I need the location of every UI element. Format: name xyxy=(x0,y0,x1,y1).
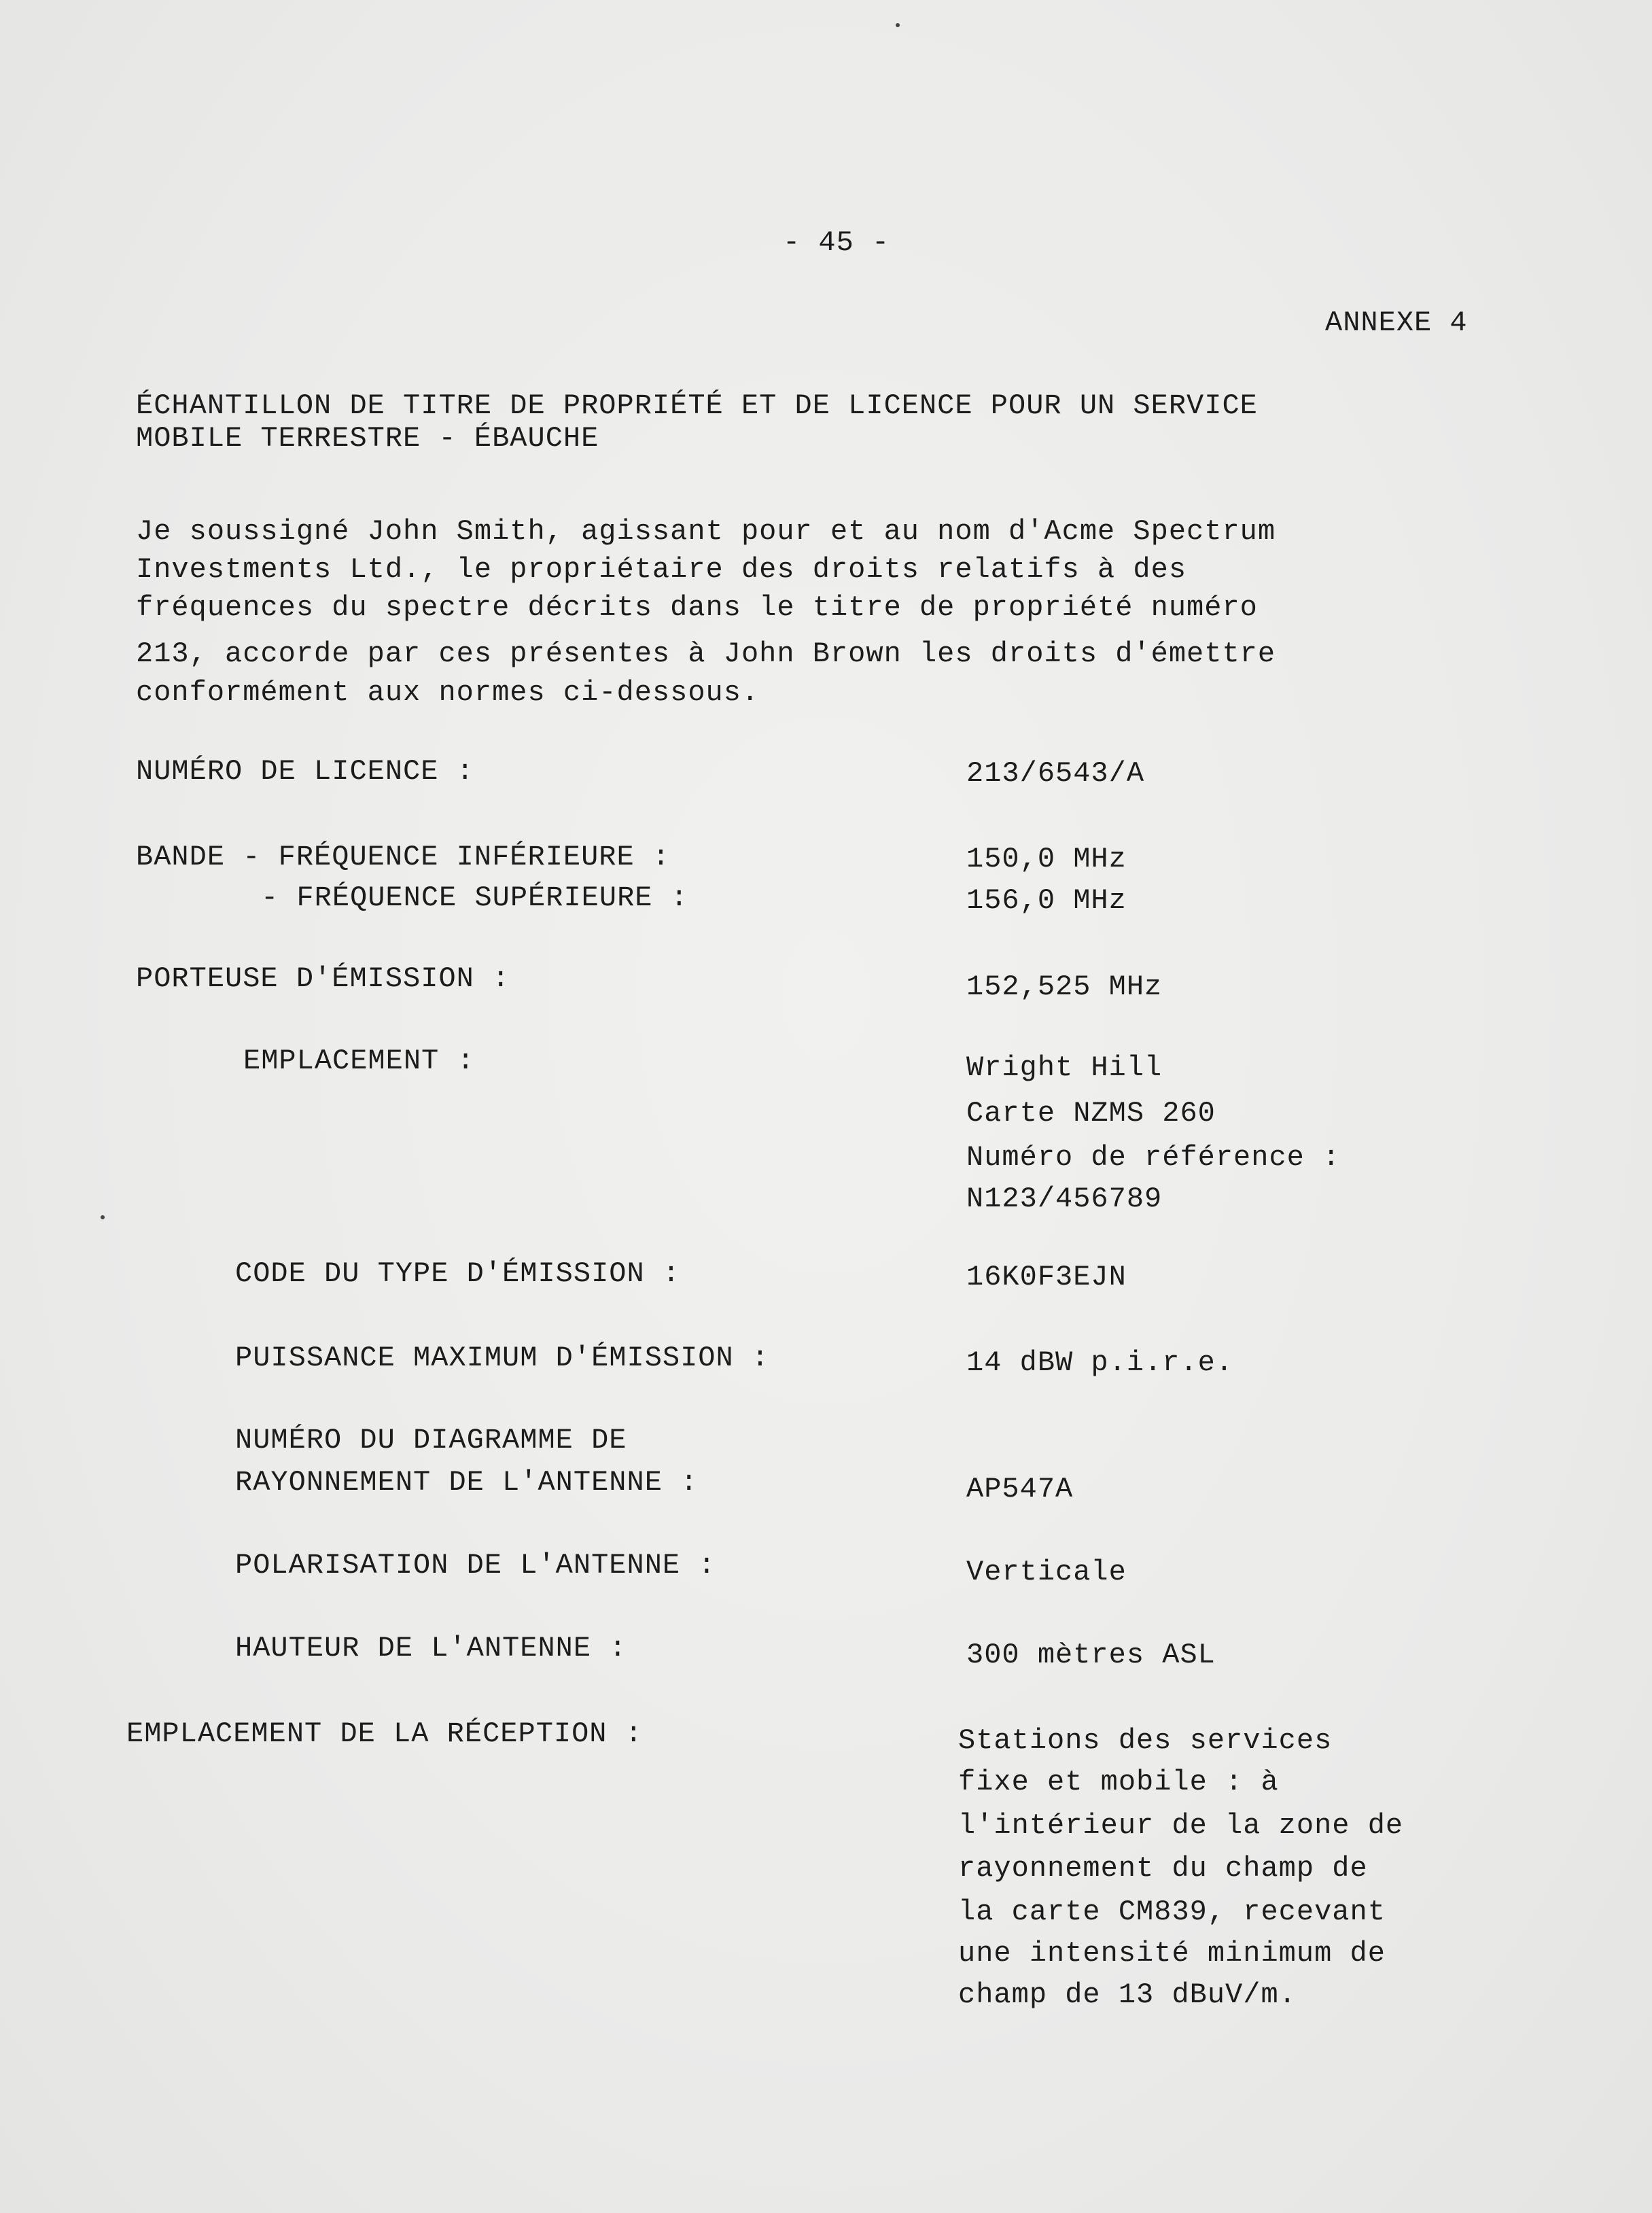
intro-line: Investments Ltd., le propriétaire des droits relatifs à des xyxy=(136,553,1187,586)
carrier-value: 152,525 MHz xyxy=(966,971,1163,1003)
scan-speck xyxy=(896,23,900,27)
reception-value-line: fixe et mobile : à xyxy=(958,1766,1279,1798)
reception-value-line: Stations des services xyxy=(958,1724,1333,1757)
intro-line: conformément aux normes ci-dessous. xyxy=(136,676,760,709)
reception-value-line: rayonnement du champ de xyxy=(958,1852,1368,1885)
location-value-line: Wright Hill xyxy=(966,1051,1163,1084)
location-label: EMPLACEMENT : xyxy=(243,1045,475,1077)
reception-value-line: une intensité minimum de xyxy=(958,1937,1386,1970)
polarisation-value: Verticale xyxy=(966,1556,1127,1588)
antenna-pattern-value: AP547A xyxy=(966,1473,1074,1505)
antenna-height-label: HAUTEUR DE L'ANTENNE : xyxy=(235,1632,627,1665)
title-line-1: ÉCHANTILLON DE TITRE DE PROPRIÉTÉ ET DE LICENCE POUR UN SERVICE xyxy=(136,389,1258,422)
location-value-line: Carte NZMS 260 xyxy=(966,1097,1216,1130)
intro-line: 213, accorde par ces présentes à John Brown les droits d'émettre xyxy=(136,638,1276,670)
antenna-height-value: 300 mètres ASL xyxy=(966,1639,1216,1671)
max-power-label: PUISSANCE MAXIMUM D'ÉMISSION : xyxy=(235,1342,770,1374)
carrier-label: PORTEUSE D'ÉMISSION : xyxy=(136,962,510,995)
max-power-value: 14 dBW p.i.r.e. xyxy=(966,1346,1234,1379)
location-value-line: Numéro de référence : xyxy=(966,1141,1341,1174)
licence-number-label: NUMÉRO DE LICENCE : xyxy=(136,755,474,788)
scan-speck xyxy=(101,1215,105,1219)
band-lower-value: 150,0 MHz xyxy=(966,843,1127,875)
page-number: - 45 - xyxy=(783,226,890,259)
intro-line: fréquences du spectre décrits dans le titre de propriété numéro xyxy=(136,591,1258,624)
antenna-pattern-label-line-2: RAYONNEMENT DE L'ANTENNE : xyxy=(235,1466,699,1499)
emission-type-label: CODE DU TYPE D'ÉMISSION : xyxy=(235,1257,681,1290)
band-upper-label: - FRÉQUENCE SUPÉRIEURE : xyxy=(261,882,688,914)
reception-value-line: la carte CM839, recevant xyxy=(958,1896,1386,1928)
antenna-pattern-label-line-1: NUMÉRO DU DIAGRAMME DE xyxy=(235,1424,627,1457)
licence-number-value: 213/6543/A xyxy=(966,757,1145,790)
reception-value-line: champ de 13 dBuV/m. xyxy=(958,1979,1297,2011)
reception-label: EMPLACEMENT DE LA RÉCEPTION : xyxy=(126,1718,643,1750)
emission-type-value: 16K0F3EJN xyxy=(966,1261,1127,1293)
polarisation-label: POLARISATION DE L'ANTENNE : xyxy=(235,1549,716,1582)
reception-value-line: l'intérieur de la zone de xyxy=(958,1809,1404,1842)
title-line-2: MOBILE TERRESTRE - ÉBAUCHE xyxy=(136,422,599,455)
band-lower-label: BANDE - FRÉQUENCE INFÉRIEURE : xyxy=(136,841,671,873)
band-upper-value: 156,0 MHz xyxy=(966,884,1127,917)
annex-label: ANNEXE 4 xyxy=(1325,307,1468,339)
location-value-line: N123/456789 xyxy=(966,1183,1163,1215)
intro-line: Je soussigné John Smith, agissant pour et au nom d'Acme Spectrum xyxy=(136,515,1276,548)
